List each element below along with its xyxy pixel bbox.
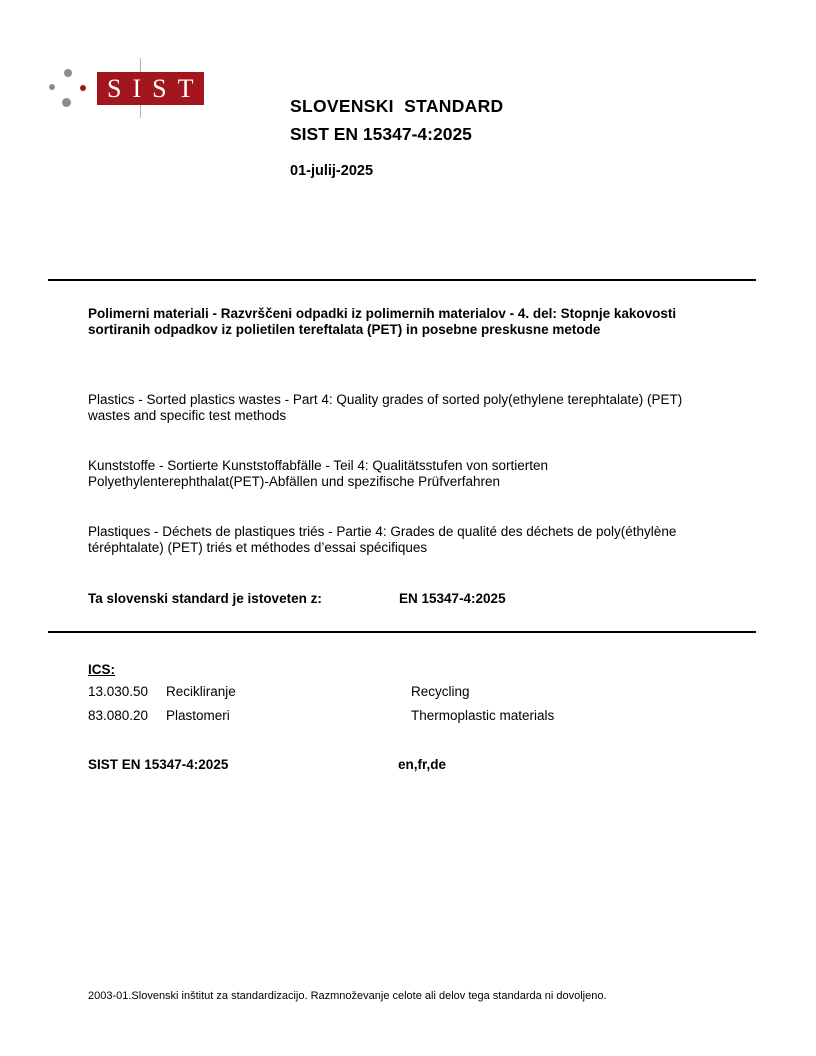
identical-label: Ta slovenski standard je istoveten z: bbox=[88, 591, 322, 606]
logo-dot bbox=[62, 98, 71, 107]
title-german: Kunststoffe - Sortierte Kunststoffabfälle - Teil 4: Qualitätsstufen von sortierten Polyethylenterephthalat(PET)-Abfällen und spezifische Prüfverfahren bbox=[88, 458, 548, 489]
standard-code: SIST EN 15347-4:2025 bbox=[290, 124, 472, 144]
ics-label-en: Recycling bbox=[411, 684, 470, 699]
ics-row bbox=[88, 684, 728, 704]
ics-label-en: Thermoplastic materials bbox=[411, 708, 555, 723]
logo-wordmark: SIST bbox=[97, 72, 204, 105]
ics-code: 83.080.20 bbox=[88, 708, 149, 723]
ics-label-sl: Recikliranje bbox=[166, 684, 236, 699]
logo-dot bbox=[49, 84, 55, 90]
title-slovenian: Polimerni materiali - Razvrščeni odpadki iz polimernih materialov - 4. del: Stopnje kakovosti sortiranih odpadkov iz polietilen tereftalata (PET) in posebne preskusne metode bbox=[88, 306, 677, 337]
logo-dot bbox=[80, 85, 86, 91]
divider-bottom bbox=[48, 631, 756, 633]
logo-dot bbox=[64, 69, 72, 77]
footer-standard-code: SIST EN 15347-4:2025 bbox=[88, 757, 229, 772]
ics-label-sl: Plastomeri bbox=[166, 708, 230, 723]
ics-heading: ICS: bbox=[88, 662, 115, 677]
divider-top bbox=[48, 279, 756, 281]
ics-code: 13.030.50 bbox=[88, 684, 149, 699]
title-french: Plastiques - Déchets de plastiques triés - Partie 4: Grades de qualité des déchets de poly(éthylène téréphtalate) (PET) triés et méthodes d’essai spécifiques bbox=[88, 524, 677, 555]
standard-type: SLOVENSKI STANDARD bbox=[290, 96, 504, 116]
ics-row bbox=[88, 708, 728, 728]
copyright-notice: 2003-01.Slovenski inštitut za standardizacijo. Razmnoževanje celote ali delov tega standarda ni dovoljeno. bbox=[88, 990, 607, 1002]
footer-languages: en,fr,de bbox=[398, 757, 447, 772]
publication-date: 01-julij-2025 bbox=[290, 163, 374, 179]
identical-value: EN 15347-4:2025 bbox=[399, 591, 506, 606]
title-english: Plastics - Sorted plastics wastes - Part 4: Quality grades of sorted poly(ethylene terephtalate) (PET) wastes and specific test methods bbox=[88, 392, 683, 423]
